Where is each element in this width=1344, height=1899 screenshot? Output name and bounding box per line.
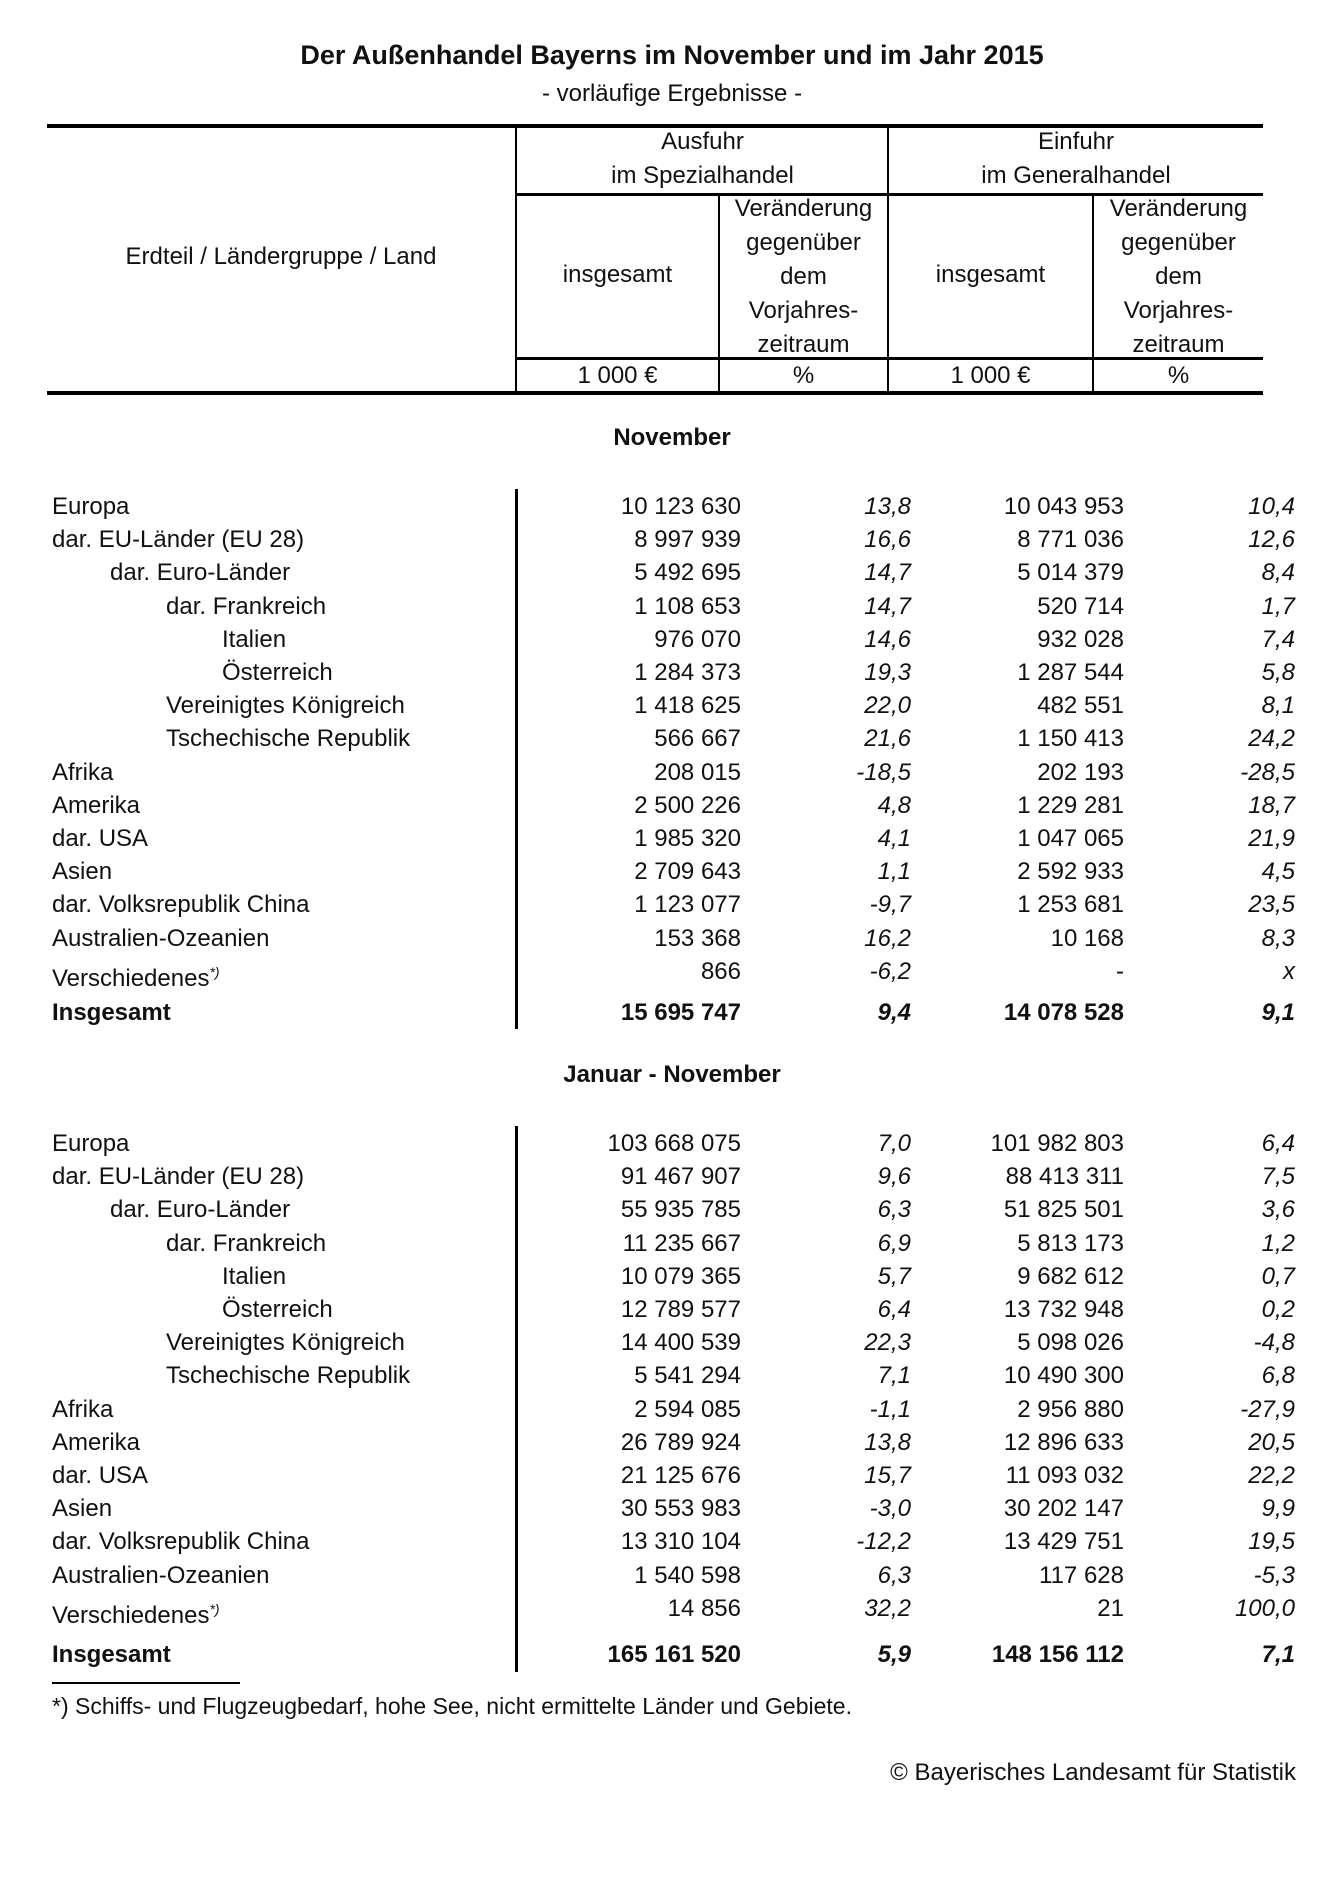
table-row	[0, 922, 1344, 956]
copyright: © Bayerisches Landesamt für Statistik	[890, 1759, 1296, 1786]
import-value: 10 043 953	[1003, 493, 1124, 520]
total-import-change: 7,1	[1261, 1641, 1295, 1668]
row-label	[166, 1227, 326, 1261]
export-value: 11 235 667	[622, 1229, 741, 1257]
export-value: 30 553 983	[620, 1495, 741, 1523]
table-row	[0, 1160, 1344, 1194]
export-value: 5 541 294	[634, 1362, 741, 1390]
row-label-text: dar. Euro-Länder	[110, 1196, 291, 1224]
row-label-text: Amerika	[52, 791, 141, 819]
export-change: -9,7	[869, 891, 911, 919]
export-value: 1 985 320	[634, 825, 741, 852]
import-value: 932 028	[1037, 625, 1124, 653]
import-unit: 1 000 €	[950, 362, 1031, 389]
row-label	[52, 822, 148, 856]
export-change-header	[720, 192, 887, 362]
import-change: 100,0	[1234, 1594, 1295, 1622]
row-label	[166, 1359, 410, 1393]
import-value: 9 682 612	[1017, 1262, 1124, 1290]
row-label-text: Afrika	[52, 758, 114, 786]
export-value: 103 668 075	[607, 1130, 741, 1157]
import-change: -5,3	[1253, 1561, 1295, 1589]
change-line: Vorjahres-	[748, 297, 859, 324]
import-value: 1 150 413	[1017, 725, 1124, 753]
table-row	[0, 1426, 1344, 1460]
document-title: Der Außenhandel Bayerns im November und im Jahr 2015	[300, 40, 1044, 70]
export-value: 208 015	[654, 758, 741, 786]
row-label-text: Asien	[52, 1495, 113, 1523]
change-line: gegenüber	[1121, 229, 1236, 256]
import-value: 5 014 379	[1017, 559, 1124, 587]
import-change-header	[1094, 192, 1263, 362]
export-value: 5 492 695	[634, 559, 741, 587]
export-change: 4,8	[877, 791, 911, 819]
import-change: 0,2	[1261, 1296, 1295, 1323]
import-value: 101 982 803	[990, 1130, 1124, 1157]
change-line: Veränderung	[734, 195, 873, 222]
table-row	[0, 590, 1344, 624]
row-label-text: Verschiedenes	[52, 964, 210, 992]
import-change: 23,5	[1248, 891, 1295, 919]
export-group-line1: Ausfuhr	[661, 128, 744, 155]
export-change: 5,7	[877, 1262, 911, 1290]
total-export-change: 9,4	[877, 999, 911, 1026]
row-label	[166, 1326, 405, 1360]
export-value: 14 856	[667, 1594, 741, 1622]
change-line: gegenüber	[746, 229, 861, 256]
row-label	[52, 1160, 304, 1194]
import-value: 30 202 147	[1003, 1495, 1124, 1523]
table-row	[0, 1326, 1344, 1360]
section-title: November	[613, 424, 731, 451]
row-label	[52, 1127, 129, 1161]
import-change: 6,8	[1261, 1362, 1295, 1390]
row-label	[52, 1393, 113, 1427]
total-label: Insgesamt	[52, 1641, 171, 1668]
export-change: -3,0	[869, 1495, 911, 1523]
table-row	[0, 1193, 1344, 1227]
import-change: x	[1283, 957, 1295, 985]
import-value: 2 592 933	[1017, 858, 1124, 886]
export-change: 6,4	[877, 1296, 911, 1323]
export-change: 16,6	[864, 526, 911, 554]
export-change: 6,3	[877, 1196, 911, 1224]
table-row	[0, 1492, 1344, 1526]
import-value: 482 551	[1037, 692, 1124, 720]
table-row	[0, 523, 1344, 557]
change-line: dem	[1155, 263, 1202, 290]
row-label	[52, 1592, 220, 1633]
import-change: 5,8	[1261, 659, 1295, 686]
table-row	[0, 1127, 1344, 1161]
change-line: Vorjahres-	[1123, 297, 1234, 324]
row-label-text: Italien	[222, 625, 287, 653]
import-change: -4,8	[1253, 1329, 1295, 1357]
export-value: 12 789 577	[620, 1296, 741, 1323]
total-import-change: 9,1	[1261, 999, 1295, 1026]
export-value: 91 467 907	[620, 1163, 741, 1191]
table-row	[0, 855, 1344, 889]
import-value: 1 047 065	[1017, 825, 1124, 852]
export-value: 1 123 077	[634, 891, 741, 919]
import-change: 1,7	[1261, 592, 1295, 620]
table-row	[0, 789, 1344, 823]
import-change: 7,4	[1261, 625, 1295, 653]
import-change: 22,2	[1248, 1462, 1295, 1489]
import-change: -27,9	[1240, 1395, 1295, 1423]
document-subtitle: - vorläufige Ergebnisse -	[541, 80, 803, 107]
import-value: 11 093 032	[1005, 1462, 1124, 1489]
row-label-text: Amerika	[52, 1428, 141, 1456]
import-value: 10 490 300	[1003, 1362, 1124, 1390]
row-label	[52, 955, 220, 996]
table-row	[0, 1559, 1344, 1593]
import-value: 12 896 633	[1003, 1428, 1124, 1456]
export-change: 21,6	[864, 725, 911, 753]
export-value: 2 709 643	[634, 858, 741, 886]
total-export-change: 5,9	[877, 1641, 911, 1668]
row-label-text: dar. Volksrepublik China	[52, 891, 310, 919]
export-change: -6,2	[869, 957, 911, 985]
import-change: 21,9	[1248, 825, 1295, 852]
table-row	[0, 1260, 1344, 1294]
row-label	[52, 1559, 269, 1593]
footnote-mark: *)	[209, 1600, 220, 1617]
row-label	[52, 1492, 112, 1526]
table-row	[0, 656, 1344, 690]
import-change: 3,6	[1261, 1196, 1295, 1224]
export-value: 866	[700, 957, 741, 985]
table-row	[0, 1525, 1344, 1559]
row-label-text: Australien-Ozeanien	[52, 924, 270, 952]
total-row	[0, 1638, 1344, 1672]
import-value: 13 429 751	[1003, 1528, 1124, 1556]
export-change: 6,3	[877, 1561, 911, 1589]
row-label-text: dar. Frankreich	[166, 592, 327, 620]
export-change: 14,7	[864, 592, 911, 620]
import-value: 520 714	[1037, 592, 1124, 620]
total-export-value: 15 695 747	[620, 999, 741, 1026]
row-label	[52, 855, 112, 889]
row-label-header: Erdteil / Ländergruppe / Land	[125, 243, 437, 270]
export-value: 1 540 598	[634, 1561, 741, 1589]
export-value: 26 789 924	[620, 1428, 741, 1456]
row-label-text: Vereinigtes Königreich	[166, 692, 405, 720]
import-value: 8 771 036	[1017, 526, 1124, 554]
export-change: 7,0	[877, 1130, 911, 1157]
table-row	[0, 822, 1344, 856]
export-change: 32,2	[864, 1594, 911, 1622]
total-export-value: 165 161 520	[607, 1641, 741, 1668]
row-label	[52, 1426, 140, 1460]
import-value: 10 168	[1050, 924, 1124, 952]
export-unit: 1 000 €	[577, 362, 658, 389]
export-total-header: insgesamt	[562, 261, 673, 288]
export-group-header	[517, 125, 888, 193]
export-change: 4,1	[877, 825, 911, 852]
export-value: 13 310 104	[620, 1528, 741, 1556]
row-label-text: dar. EU-Länder (EU 28)	[52, 526, 305, 554]
import-value: 1 229 281	[1017, 791, 1124, 819]
import-group-header	[889, 125, 1263, 193]
row-label	[52, 490, 129, 524]
export-value: 10 079 365	[620, 1262, 741, 1290]
total-import-value: 14 078 528	[1003, 999, 1124, 1026]
row-label	[166, 689, 405, 723]
row-label-text: Europa	[52, 1130, 130, 1157]
export-value: 2 594 085	[634, 1395, 741, 1423]
import-change: -28,5	[1240, 758, 1295, 786]
table-row	[0, 722, 1344, 756]
table-row	[0, 1227, 1344, 1261]
import-value: 88 413 311	[1005, 1163, 1124, 1191]
export-change: 1,1	[877, 858, 911, 886]
row-label	[222, 623, 286, 657]
row-label	[52, 756, 113, 790]
import-value: 202 193	[1037, 758, 1124, 786]
export-change: -18,5	[856, 758, 911, 786]
import-change: 8,1	[1261, 692, 1295, 720]
import-change-unit: %	[1167, 362, 1190, 389]
row-label-text: Europa	[52, 493, 130, 520]
export-change: 15,7	[864, 1462, 911, 1489]
row-label	[52, 922, 269, 956]
total-row	[0, 996, 1344, 1030]
import-value: -	[1116, 957, 1124, 985]
import-value: 5 813 173	[1017, 1229, 1124, 1257]
row-label-text: dar. Volksrepublik China	[52, 1528, 310, 1556]
table-row	[0, 490, 1344, 524]
export-change: 22,0	[864, 692, 911, 720]
import-value: 1 253 681	[1017, 891, 1124, 919]
row-label	[52, 888, 309, 922]
table-row	[0, 1393, 1344, 1427]
import-value: 117 628	[1039, 1561, 1124, 1589]
row-label-text: dar. USA	[52, 1462, 149, 1489]
row-label-text: dar. EU-Länder (EU 28)	[52, 1163, 305, 1191]
footnote: *) Schiffs- und Flugzeugbedarf, hohe See, nicht ermittelte Länder und Gebiete.	[52, 1693, 852, 1719]
export-value: 153 368	[654, 924, 741, 952]
total-import-value: 148 156 112	[991, 1641, 1124, 1668]
export-value: 566 667	[654, 725, 741, 753]
row-label-text: Verschiedenes	[52, 1601, 210, 1629]
import-change: 4,5	[1261, 858, 1295, 886]
row-label	[52, 1525, 309, 1559]
change-line: dem	[780, 263, 827, 290]
export-value: 2 500 226	[634, 791, 741, 819]
import-group-line2: im Generalhandel	[981, 162, 1171, 189]
export-change: 16,2	[864, 924, 911, 952]
import-group-line1: Einfuhr	[1037, 128, 1115, 155]
table-row	[0, 756, 1344, 790]
import-value: 2 956 880	[1017, 1395, 1124, 1423]
export-change: 19,3	[864, 659, 911, 686]
export-change: 9,6	[877, 1163, 911, 1191]
row-label-text: Vereinigtes Königreich	[166, 1329, 405, 1357]
export-group-line2: im Spezialhandel	[611, 162, 794, 189]
footnote-rule	[52, 1682, 240, 1684]
table-row	[0, 1293, 1344, 1327]
row-label	[222, 656, 333, 690]
import-change: 7,5	[1261, 1163, 1295, 1191]
import-change: 9,9	[1261, 1495, 1295, 1523]
row-label-text: Afrika	[52, 1395, 114, 1423]
row-label	[110, 556, 290, 590]
row-label-text: Tschechische Republik	[166, 725, 411, 753]
import-change: 10,4	[1248, 493, 1295, 520]
row-label-text: dar. Frankreich	[166, 1229, 327, 1257]
table-row	[0, 1592, 1344, 1629]
row-label-text: Österreich	[222, 1296, 333, 1323]
export-value: 10 123 630	[620, 493, 741, 520]
table-row	[0, 556, 1344, 590]
row-label-text: Australien-Ozeanien	[52, 1561, 270, 1589]
import-change: 18,7	[1248, 791, 1295, 819]
row-label	[166, 722, 410, 756]
row-label	[222, 1293, 333, 1327]
table-row	[0, 1359, 1344, 1393]
import-value: 5 098 026	[1017, 1329, 1124, 1357]
export-change: -1,1	[869, 1395, 911, 1423]
import-total-header: insgesamt	[935, 261, 1046, 288]
table-row	[0, 689, 1344, 723]
export-value: 976 070	[654, 625, 741, 653]
row-label	[166, 590, 326, 624]
export-value: 1 418 625	[634, 692, 741, 720]
row-label-text: dar. USA	[52, 825, 149, 852]
import-value: 51 825 501	[1003, 1196, 1124, 1224]
export-change: 13,8	[864, 493, 911, 520]
row-label	[52, 1459, 148, 1493]
export-change: -12,2	[856, 1528, 911, 1556]
import-change: 19,5	[1248, 1528, 1295, 1556]
export-change: 22,3	[864, 1329, 911, 1357]
row-label-text: Asien	[52, 858, 113, 886]
change-line: zeitraum	[757, 331, 850, 358]
export-value: 14 400 539	[620, 1329, 741, 1357]
import-value: 21	[1097, 1594, 1124, 1622]
export-value: 1 108 653	[634, 592, 741, 620]
change-line: Veränderung	[1109, 195, 1248, 222]
export-change: 7,1	[877, 1362, 911, 1390]
export-value: 55 935 785	[620, 1196, 741, 1224]
table-row	[0, 1459, 1344, 1493]
table-row	[0, 955, 1344, 992]
export-value: 8 997 939	[634, 526, 741, 554]
import-change: 8,4	[1261, 559, 1295, 587]
row-label	[110, 1193, 290, 1227]
total-label: Insgesamt	[52, 999, 171, 1026]
import-change: 12,6	[1248, 526, 1295, 554]
import-change: 8,3	[1261, 924, 1295, 952]
export-change: 14,7	[864, 559, 911, 587]
row-label-text: Italien	[222, 1262, 287, 1290]
import-value: 1 287 544	[1017, 659, 1124, 686]
import-change: 0,7	[1261, 1262, 1295, 1290]
import-change: 6,4	[1261, 1130, 1295, 1157]
import-change: 24,2	[1248, 725, 1295, 753]
export-value: 1 284 373	[634, 659, 741, 686]
export-change: 13,8	[864, 1428, 911, 1456]
row-label-text: dar. Euro-Länder	[110, 559, 291, 587]
row-label	[52, 523, 304, 557]
row-label-text: Österreich	[222, 659, 333, 686]
change-line: zeitraum	[1132, 331, 1225, 358]
import-change: 1,2	[1261, 1229, 1295, 1257]
table-row	[0, 888, 1344, 922]
import-change: 20,5	[1248, 1428, 1295, 1456]
row-label	[222, 1260, 286, 1294]
footnote-mark: *)	[209, 963, 220, 980]
export-change: 14,6	[864, 625, 911, 653]
row-label-text: Tschechische Republik	[166, 1362, 411, 1390]
table-row	[0, 623, 1344, 657]
export-change-unit: %	[792, 362, 815, 389]
section-title: Januar - November	[563, 1061, 781, 1088]
row-label	[52, 789, 140, 823]
export-value: 21 125 676	[620, 1462, 741, 1489]
import-value: 13 732 948	[1003, 1296, 1124, 1323]
export-change: 6,9	[877, 1229, 911, 1257]
